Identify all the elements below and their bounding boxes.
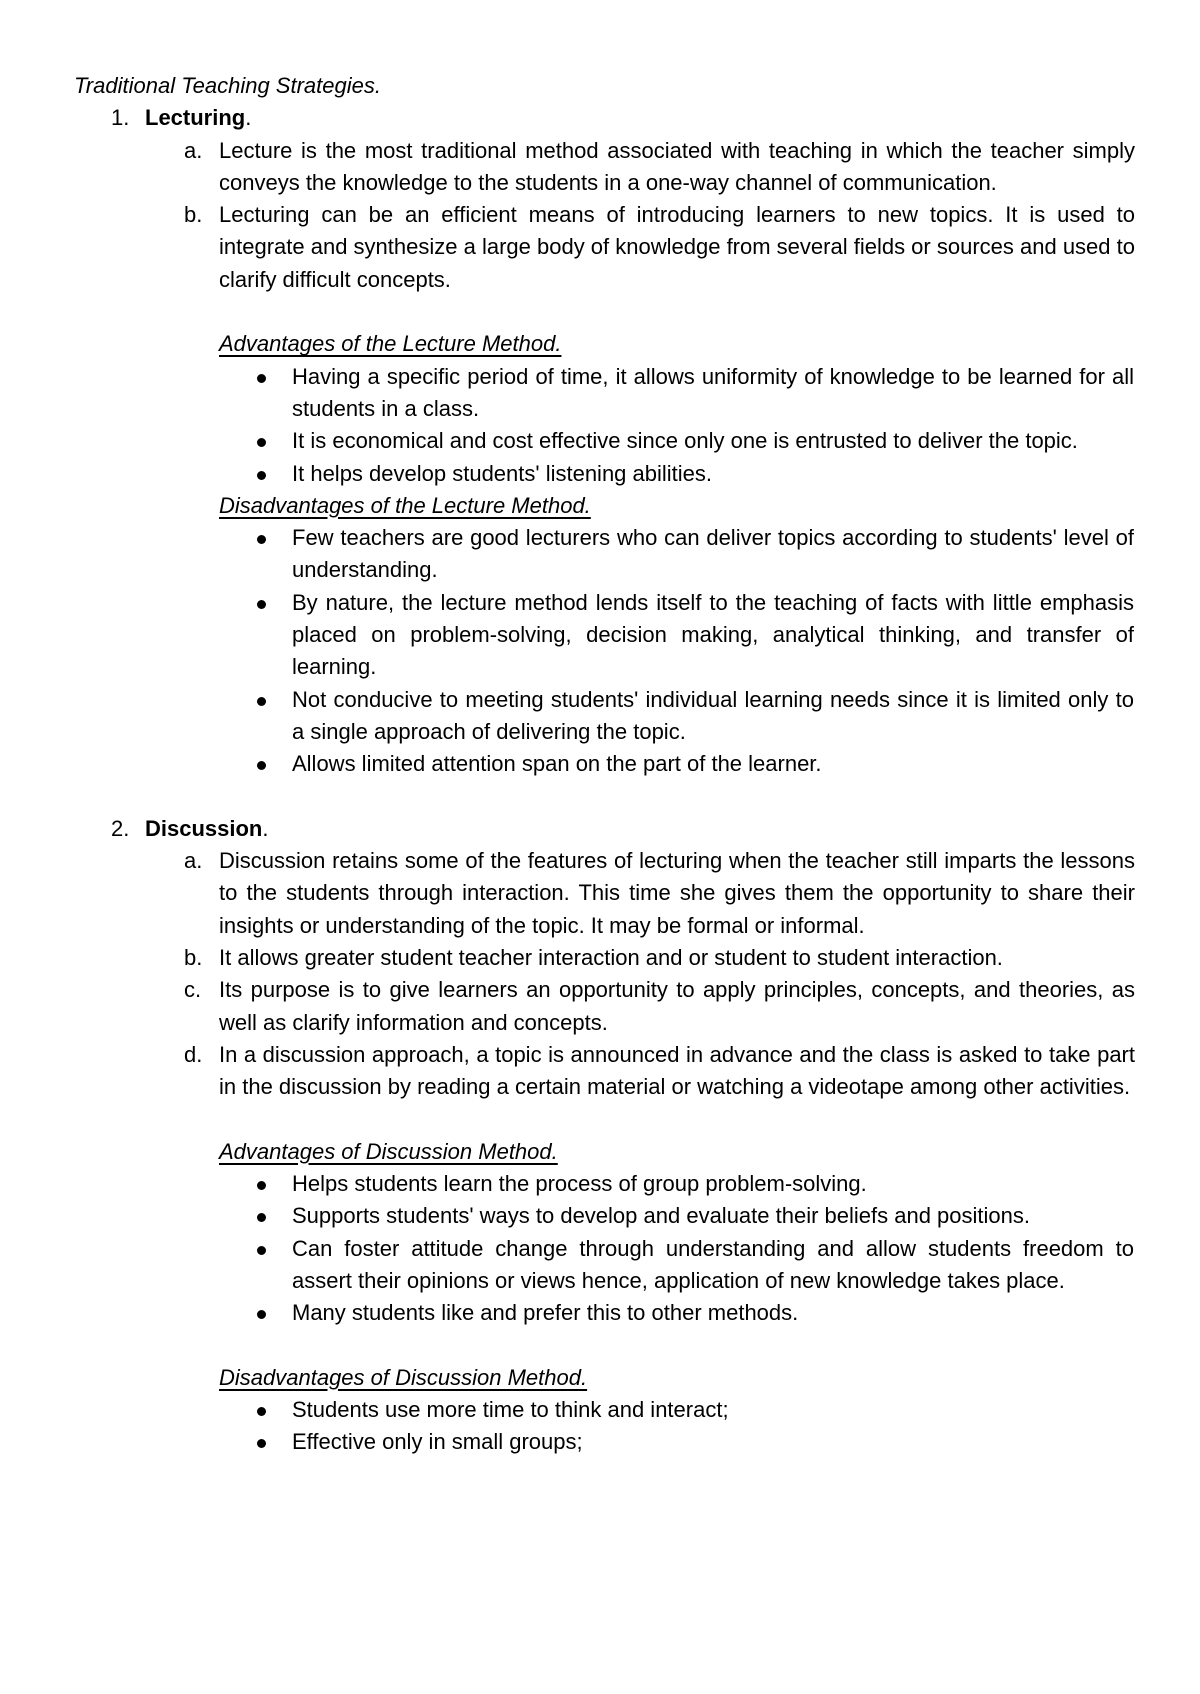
spacer — [74, 1330, 1134, 1362]
list-item-text: Lecturing can be an efficient means of introducing learners to new topics. It is used to integrate and synthesize a large body of knowledge from several fields or sources and used to clarify difficult concepts. — [219, 202, 1135, 292]
bullet-text: It helps develop students' listening abilities. — [292, 460, 713, 486]
list-item — [74, 974, 1135, 1039]
list-marker: c. — [184, 977, 202, 1003]
bullet-text: It is economical and cost effective since only one is entrusted to deliver the topic. — [292, 428, 1078, 454]
bullet-icon — [257, 1246, 266, 1255]
bullet-icon — [257, 1310, 266, 1319]
bullet-icon — [257, 438, 266, 447]
bullet-icon — [257, 1213, 266, 1222]
section-lecturing — [74, 102, 1134, 780]
section-heading — [74, 813, 1134, 845]
bullet-text: Many students like and prefer this to other methods. — [292, 1300, 799, 1326]
spacer — [74, 296, 1134, 328]
bullet-icon — [257, 1407, 266, 1416]
section-title: Lecturing — [145, 105, 246, 131]
bullet-icon — [257, 535, 266, 544]
section-heading — [74, 102, 1134, 134]
list-item-text: In a discussion approach, a topic is announced in advance and the class is asked to take part in the discussion by reading a certain material or watching a videotape among other activities. — [219, 1041, 1135, 1100]
list-item — [74, 135, 1135, 200]
bullet-item — [74, 1394, 1134, 1426]
list-item-text: Lecture is the most traditional method associated with teaching in which the teacher simply conveys the knowledge to the students in a one-way channel of communication. — [219, 137, 1135, 195]
document-title: Traditional Teaching Strategies. — [74, 73, 381, 98]
list-marker: b. — [184, 202, 203, 228]
bullet-icon — [257, 471, 266, 480]
disadvantages-heading: Disadvantages of the Lecture Method. — [219, 492, 591, 518]
section-title-suffix: . — [262, 815, 269, 841]
bullet-text: Effective only in small groups; — [292, 1429, 583, 1455]
spacer — [74, 781, 1134, 813]
bullet-icon — [257, 1439, 266, 1448]
bullet-text: Not conducive to meeting students' individual learning needs since it is limited only to a single approach of delivering the topic. — [292, 686, 1134, 744]
bullet-text: Students use more time to think and interact; — [292, 1397, 729, 1423]
list-item — [74, 942, 1135, 974]
bullet-item — [74, 748, 1134, 780]
bullet-text: Can foster attitude change through understanding and allow students freedom to assert their opinions or views hence, application of new knowledge takes place. — [292, 1235, 1134, 1293]
list-marker: b. — [184, 945, 203, 971]
bullet-item — [74, 1200, 1134, 1232]
list-item — [74, 1039, 1135, 1104]
bullet-icon — [257, 374, 266, 383]
spacer — [74, 1104, 1134, 1136]
advantages-heading: Advantages of Discussion Method. — [219, 1138, 558, 1164]
bullet-item — [74, 684, 1134, 749]
list-item-text: Discussion retains some of the features of lecturing when the teacher still imparts the lessons to the students through interaction. This time she gives them the opportunity to share their insights or understanding of the topic. It may be formal or informal. — [219, 848, 1135, 938]
section-title: Discussion — [145, 815, 263, 841]
advantages-heading: Advantages of the Lecture Method. — [219, 331, 562, 357]
bullet-text: Helps students learn the process of group problem-solving. — [292, 1171, 867, 1197]
bullet-icon — [257, 761, 266, 770]
bullet-text: Allows limited attention span on the part of the learner. — [292, 751, 822, 777]
bullet-icon — [257, 697, 266, 706]
bullet-text: By nature, the lecture method lends itself to the teaching of facts with little emphasis placed on problem-solving, decision making, analytical thinking, and transfer of learning. — [292, 589, 1134, 680]
bullet-text: Supports students' ways to develop and evaluate their beliefs and positions. — [292, 1203, 1030, 1229]
bullet-item — [74, 587, 1134, 684]
bullet-icon — [257, 600, 266, 609]
disadvantages-heading: Disadvantages of Discussion Method. — [219, 1364, 588, 1390]
bullet-item — [74, 522, 1134, 587]
list-item-text: It allows greater student teacher interaction and or student to student interaction. — [219, 945, 1003, 971]
bullet-text: Few teachers are good lecturers who can deliver topics according to students' level of understanding. — [292, 525, 1134, 583]
section-number: 2. — [111, 815, 130, 841]
list-item — [74, 199, 1135, 296]
bullet-icon — [257, 1181, 266, 1190]
bullet-item — [74, 1297, 1134, 1329]
section-title-suffix: . — [245, 105, 252, 131]
list-item — [74, 845, 1135, 942]
bullet-item — [74, 1233, 1134, 1298]
list-marker: a. — [184, 137, 203, 163]
bullet-item — [74, 1426, 1134, 1458]
bullet-item — [74, 458, 1134, 490]
bullet-item — [74, 361, 1134, 426]
bullet-text: Having a specific period of time, it allows uniformity of knowledge to be learned for all students in a class. — [292, 363, 1134, 421]
document-body — [74, 70, 1134, 1459]
bullet-item — [74, 425, 1134, 457]
section-number: 1. — [111, 105, 130, 131]
list-marker: d. — [184, 1041, 203, 1067]
section-discussion — [74, 813, 1134, 1459]
list-marker: a. — [184, 848, 203, 874]
list-item-text: Its purpose is to give learners an opportunity to apply principles, concepts, and theories, as well as clarify information and concepts. — [219, 977, 1135, 1035]
bullet-item — [74, 1168, 1134, 1200]
